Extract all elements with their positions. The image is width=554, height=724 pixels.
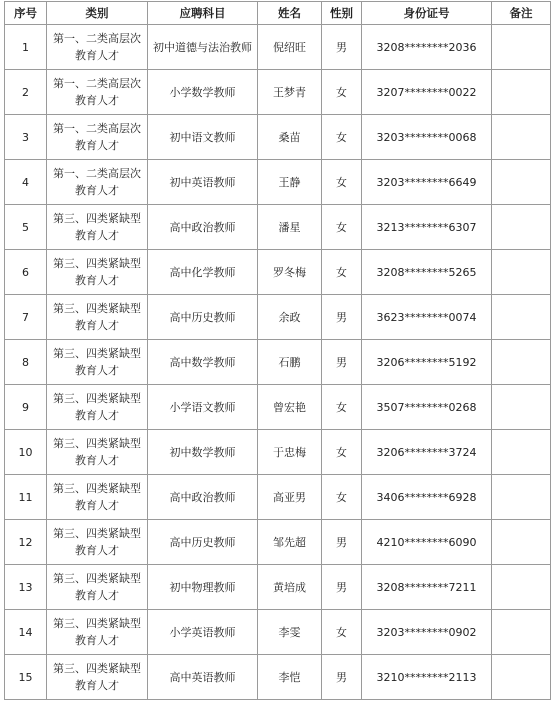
cell-category: 第三、四类紧缺型教育人才: [47, 565, 148, 610]
cell-name: 于忠梅: [258, 430, 322, 475]
cell-name: 潘星: [258, 205, 322, 250]
cell-gender: 女: [322, 205, 362, 250]
cell-name: 罗冬梅: [258, 250, 322, 295]
cell-subject: 初中数学教师: [148, 430, 258, 475]
cell-subject: 初中物理教师: [148, 565, 258, 610]
cell-gender: 女: [322, 70, 362, 115]
cell-id-number: 3208********2036: [362, 25, 492, 70]
cell-no: 3: [5, 115, 47, 160]
cell-subject: 高中化学教师: [148, 250, 258, 295]
header-name: 姓名: [258, 2, 322, 25]
cell-category: 第一、二类高层次教育人才: [47, 160, 148, 205]
cell-id-number: 3208********7211: [362, 565, 492, 610]
cell-gender: 男: [322, 340, 362, 385]
cell-no: 9: [5, 385, 47, 430]
cell-subject: 小学语文教师: [148, 385, 258, 430]
cell-no: 13: [5, 565, 47, 610]
cell-id-number: 3206********5192: [362, 340, 492, 385]
cell-note: [492, 430, 551, 475]
cell-name: 李恺: [258, 655, 322, 700]
cell-name: 李雯: [258, 610, 322, 655]
cell-id-number: 3406********6928: [362, 475, 492, 520]
cell-category: 第三、四类紧缺型教育人才: [47, 250, 148, 295]
table-row: [5, 250, 551, 295]
cell-subject: 高中政治教师: [148, 205, 258, 250]
cell-note: [492, 295, 551, 340]
cell-no: 8: [5, 340, 47, 385]
table-row: [5, 475, 551, 520]
cell-category: 第一、二类高层次教育人才: [47, 70, 148, 115]
cell-gender: 男: [322, 655, 362, 700]
cell-note: [492, 25, 551, 70]
cell-category: 第三、四类紧缺型教育人才: [47, 475, 148, 520]
header-row: [5, 2, 551, 25]
cell-gender: 女: [322, 430, 362, 475]
header-id-number: 身份证号: [362, 2, 492, 25]
recruit-table: [4, 1, 551, 700]
cell-subject: 初中语文教师: [148, 115, 258, 160]
cell-name: 石鹏: [258, 340, 322, 385]
cell-name: 倪绍旺: [258, 25, 322, 70]
cell-category: 第一、二类高层次教育人才: [47, 115, 148, 160]
cell-gender: 女: [322, 475, 362, 520]
cell-note: [492, 565, 551, 610]
cell-name: 桑苗: [258, 115, 322, 160]
cell-note: [492, 160, 551, 205]
table-row: [5, 70, 551, 115]
cell-no: 12: [5, 520, 47, 565]
cell-note: [492, 475, 551, 520]
cell-subject: 初中英语教师: [148, 160, 258, 205]
cell-gender: 男: [322, 295, 362, 340]
header-gender: 性别: [322, 2, 362, 25]
cell-name: 王梦青: [258, 70, 322, 115]
cell-gender: 女: [322, 250, 362, 295]
cell-gender: 女: [322, 160, 362, 205]
cell-gender: 男: [322, 520, 362, 565]
cell-category: 第三、四类紧缺型教育人才: [47, 340, 148, 385]
cell-note: [492, 205, 551, 250]
cell-name: 余政: [258, 295, 322, 340]
cell-no: 2: [5, 70, 47, 115]
cell-category: 第三、四类紧缺型教育人才: [47, 385, 148, 430]
cell-no: 5: [5, 205, 47, 250]
cell-id-number: 3210********2113: [362, 655, 492, 700]
cell-subject: 初中道德与法治教师: [148, 25, 258, 70]
cell-name: 曾宏艳: [258, 385, 322, 430]
table-row: [5, 205, 551, 250]
cell-no: 15: [5, 655, 47, 700]
table-row: [5, 340, 551, 385]
cell-no: 4: [5, 160, 47, 205]
table-row: [5, 295, 551, 340]
table-row: [5, 115, 551, 160]
cell-no: 11: [5, 475, 47, 520]
cell-name: 黄培成: [258, 565, 322, 610]
cell-id-number: 3623********0074: [362, 295, 492, 340]
cell-id-number: 3203********6649: [362, 160, 492, 205]
cell-subject: 高中数学教师: [148, 340, 258, 385]
header-subject: 应聘科目: [148, 2, 258, 25]
cell-note: [492, 655, 551, 700]
cell-subject: 高中历史教师: [148, 520, 258, 565]
cell-id-number: 4210********6090: [362, 520, 492, 565]
cell-category: 第一、二类高层次教育人才: [47, 25, 148, 70]
cell-note: [492, 520, 551, 565]
cell-name: 高亚男: [258, 475, 322, 520]
cell-id-number: 3203********0902: [362, 610, 492, 655]
header-no: 序号: [5, 2, 47, 25]
table-row: [5, 385, 551, 430]
cell-note: [492, 115, 551, 160]
cell-id-number: 3206********3724: [362, 430, 492, 475]
cell-gender: 女: [322, 385, 362, 430]
cell-subject: 高中英语教师: [148, 655, 258, 700]
cell-note: [492, 385, 551, 430]
cell-no: 10: [5, 430, 47, 475]
cell-category: 第三、四类紧缺型教育人才: [47, 655, 148, 700]
table-row: [5, 160, 551, 205]
cell-category: 第三、四类紧缺型教育人才: [47, 430, 148, 475]
header-note: 备注: [492, 2, 551, 25]
cell-gender: 女: [322, 115, 362, 160]
cell-subject: 小学数学教师: [148, 70, 258, 115]
cell-id-number: 3208********5265: [362, 250, 492, 295]
cell-name: 邹先超: [258, 520, 322, 565]
table-row: [5, 25, 551, 70]
cell-category: 第三、四类紧缺型教育人才: [47, 610, 148, 655]
cell-subject: 高中历史教师: [148, 295, 258, 340]
table-row: [5, 520, 551, 565]
cell-note: [492, 250, 551, 295]
cell-subject: 小学英语教师: [148, 610, 258, 655]
header-category: 类别: [47, 2, 148, 25]
cell-note: [492, 70, 551, 115]
cell-no: 6: [5, 250, 47, 295]
table-row: [5, 610, 551, 655]
cell-name: 王静: [258, 160, 322, 205]
cell-gender: 男: [322, 25, 362, 70]
cell-note: [492, 340, 551, 385]
cell-category: 第三、四类紧缺型教育人才: [47, 520, 148, 565]
cell-gender: 男: [322, 565, 362, 610]
cell-gender: 女: [322, 610, 362, 655]
cell-id-number: 3203********0068: [362, 115, 492, 160]
cell-no: 1: [5, 25, 47, 70]
cell-note: [492, 610, 551, 655]
table-body: [5, 25, 551, 700]
cell-category: 第三、四类紧缺型教育人才: [47, 295, 148, 340]
cell-no: 14: [5, 610, 47, 655]
cell-subject: 高中政治教师: [148, 475, 258, 520]
table-row: [5, 655, 551, 700]
cell-category: 第三、四类紧缺型教育人才: [47, 205, 148, 250]
cell-id-number: 3213********6307: [362, 205, 492, 250]
table-row: [5, 430, 551, 475]
cell-no: 7: [5, 295, 47, 340]
cell-id-number: 3207********0022: [362, 70, 492, 115]
table-row: [5, 565, 551, 610]
cell-id-number: 3507********0268: [362, 385, 492, 430]
